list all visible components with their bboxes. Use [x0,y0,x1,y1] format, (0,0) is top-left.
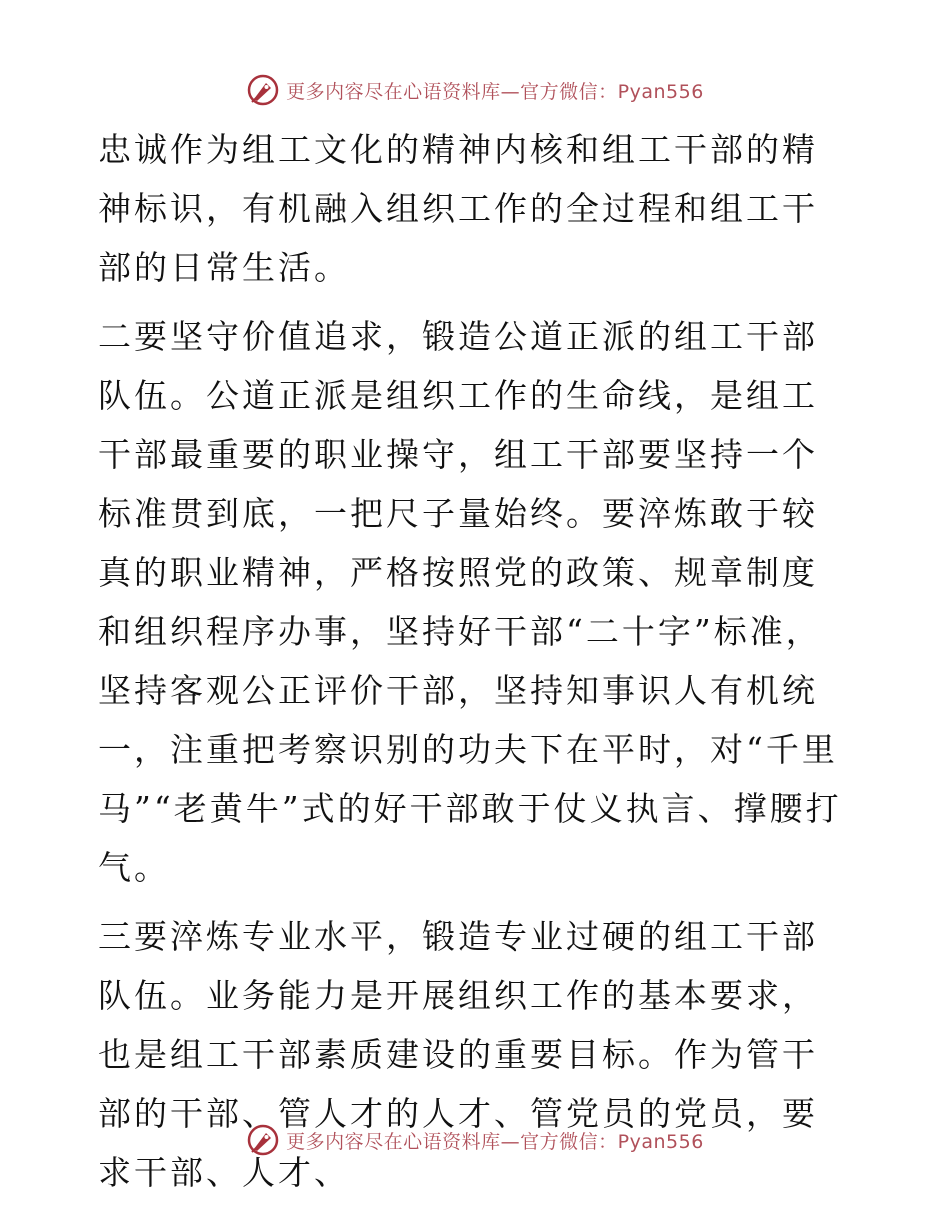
page-footer-banner [0,1120,950,1160]
pen-nib-logo-icon [246,73,280,107]
paragraph-3: 三要淬炼专业水平，锻造专业过硬的组工干部队伍。业务能力是开展组织工作的基本要求，也是组工干部素质建设的重要目标。作为管干部的干部、管人才的人才、管党员的党员，要求干部、人才、 [98,917,818,1192]
paragraph-2: 二要坚守价值追求，锻造公道正派的组工干部队伍。公道正派是组织工作的生命线，是组工干部最重要的职业操守，组工干部要坚持一个标准贯到底，一把尺子量始终。要淬炼敢于较真的职业精神，严格按照党的政策、规章制度和组织程序办事，坚持好干部“二十字”标准，坚持客观公正评价干部，坚持知事识人有机统一，注重把考察识别的功夫下在平时，对“千里马”“老黄牛”式的好干部敢于仗义执言、撑腰打气。 [98,317,842,887]
paragraph-1: 忠诚作为组工文化的精神内核和组工干部的精神标识，有机融入组织工作的全过程和组工干部的日常生活。 [98,130,818,287]
header-banner-text: 更多内容尽在心语资料库—官方微信：Pyan556 [286,80,704,103]
page-header-banner [0,70,950,110]
pen-nib-logo-icon [246,1123,280,1157]
footer-banner-text: 更多内容尽在心语资料库—官方微信：Pyan556 [286,1130,704,1153]
document-body [98,120,850,1202]
